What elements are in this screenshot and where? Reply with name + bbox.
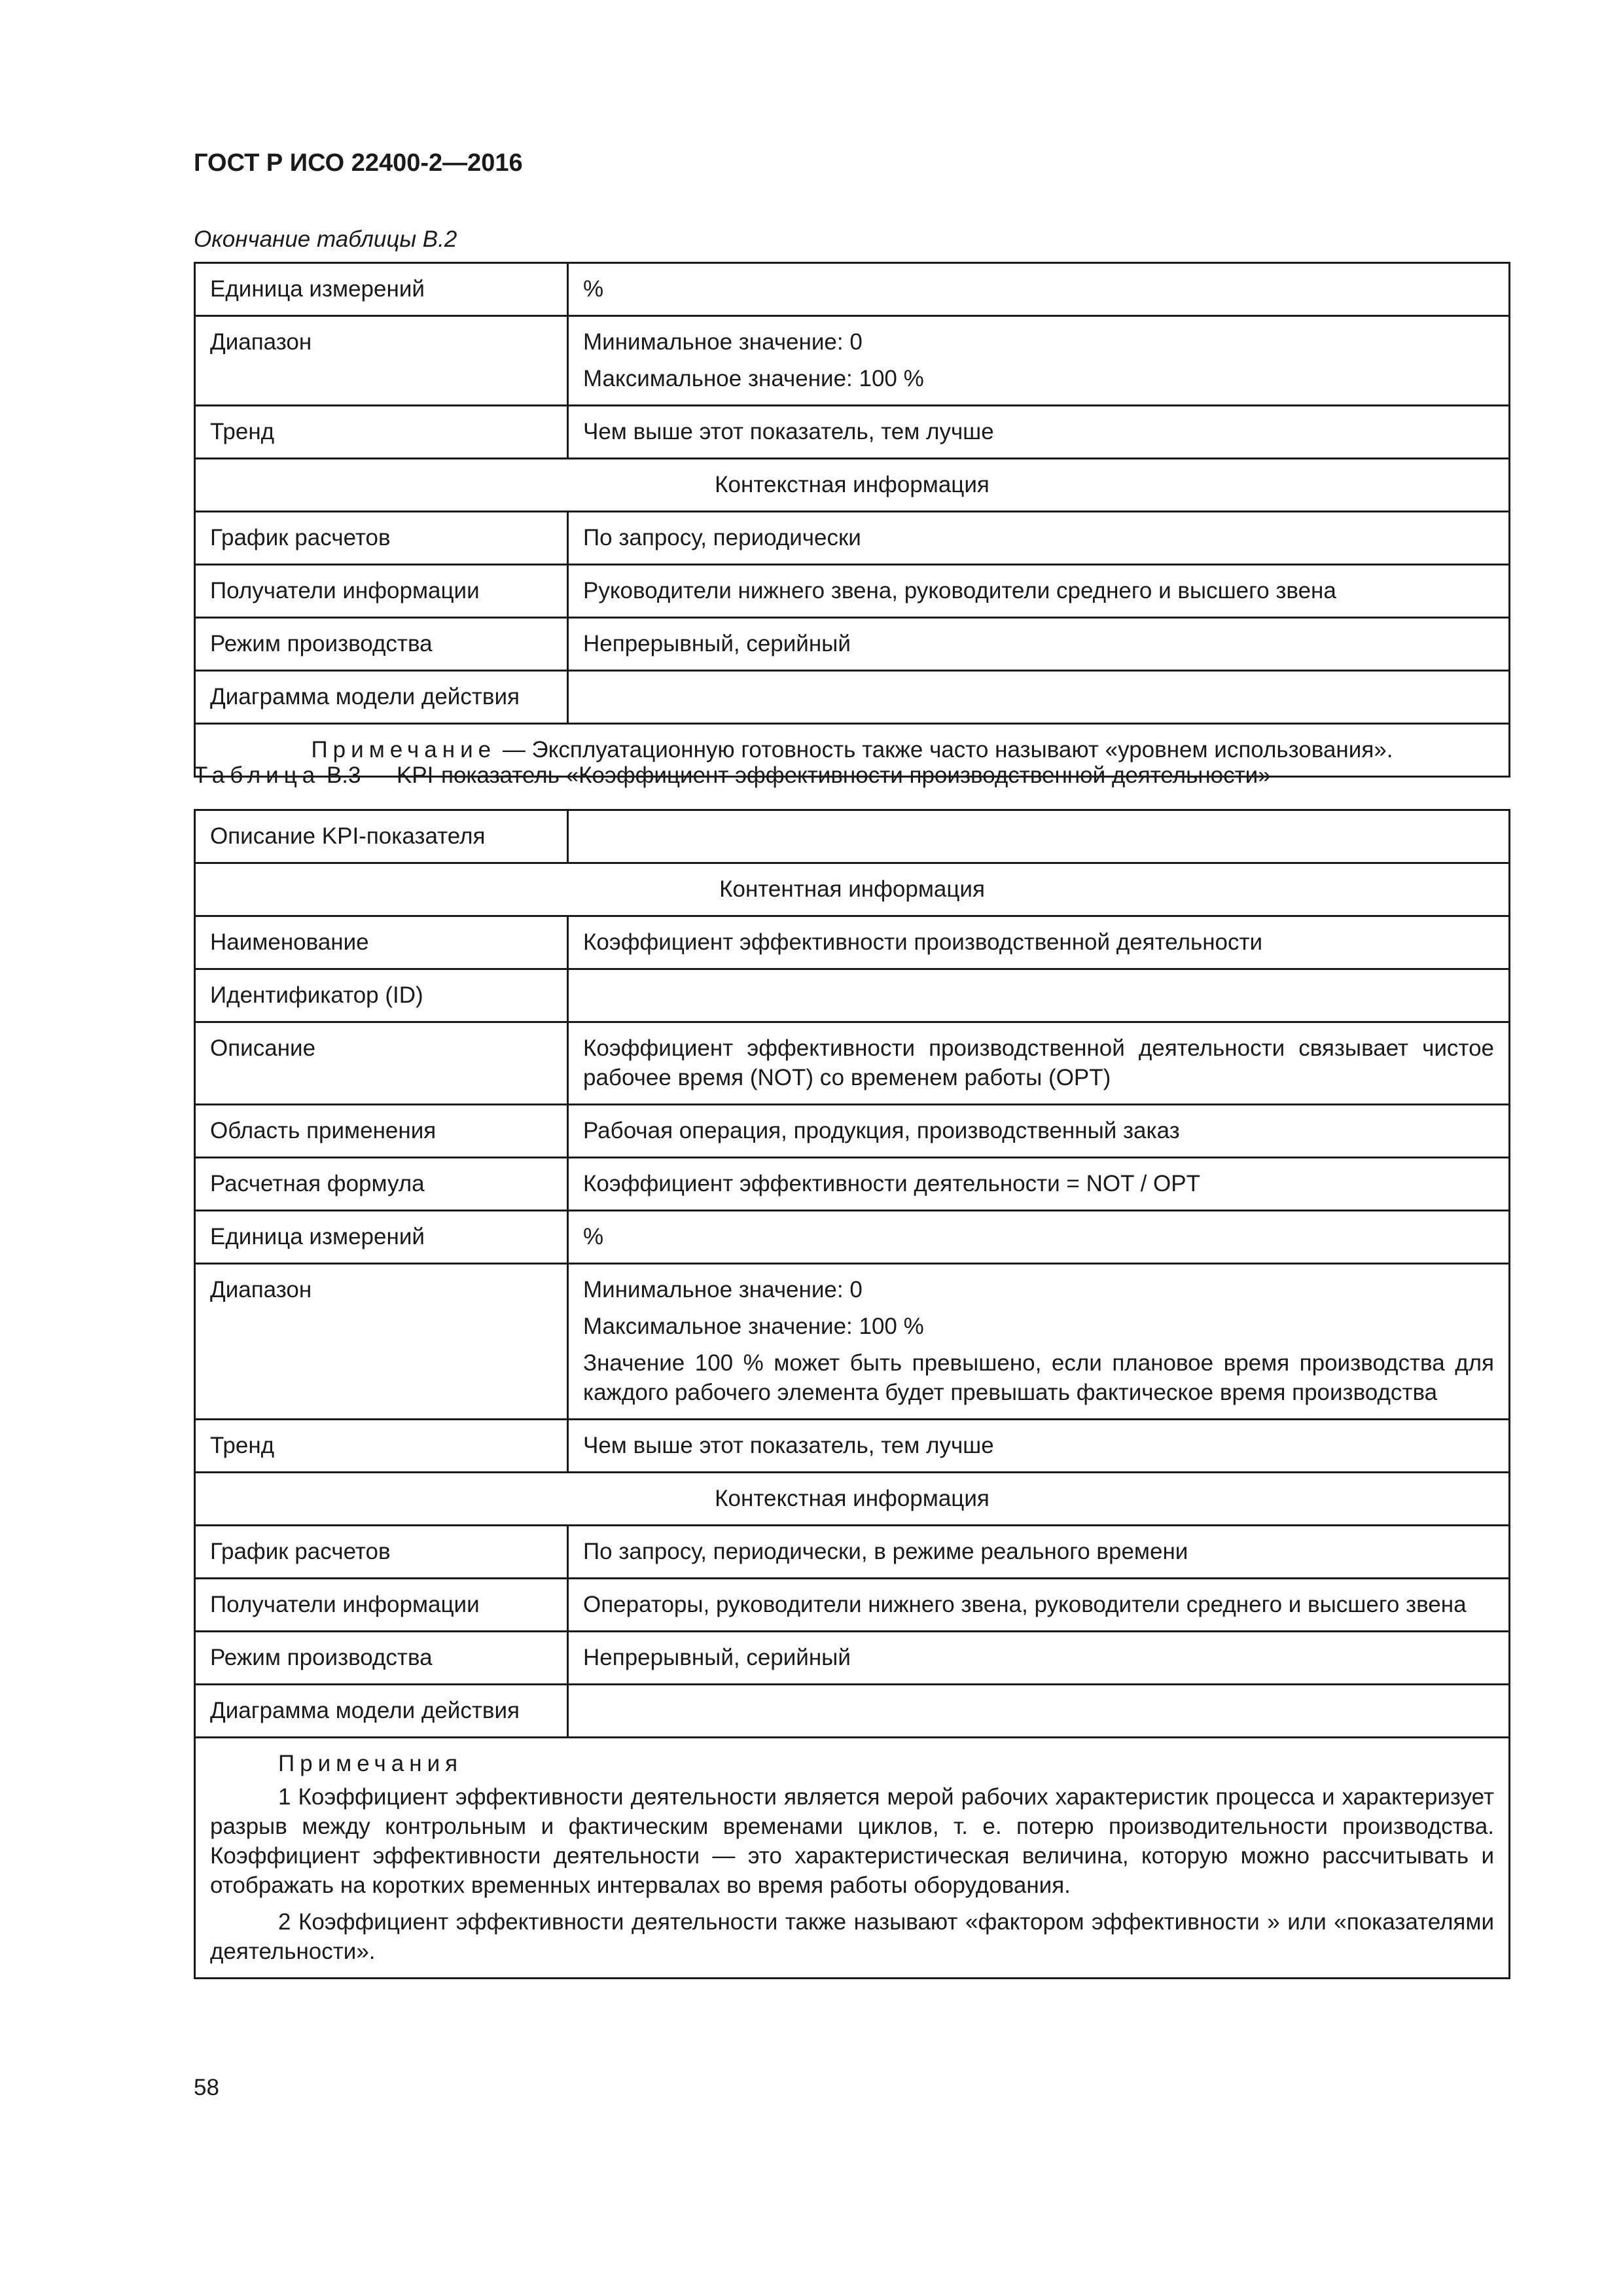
row-label: Идентификатор (ID) xyxy=(195,969,568,1022)
section-context-title: Контекстная информация xyxy=(195,459,1510,512)
row-value: Руководители нижнего звена, руководители среднего и высшего звена xyxy=(568,565,1510,618)
row-label: Тренд xyxy=(195,1420,568,1473)
table-row xyxy=(195,1211,1510,1264)
table-row xyxy=(195,565,1510,618)
row-value: Коэффициент эффективности производственной деятельности связывает чистое рабочее время (NOT) со временем работы (OPT) xyxy=(568,1022,1510,1105)
note-paragraph-2: 2 Коэффициент эффективности деятельности также называют «фактором эффективности » или «показателями деятельности». xyxy=(210,1909,1494,1964)
document-code: ГОСТ Р ИСО 22400-2—2016 xyxy=(194,149,523,177)
row-label: Наименование xyxy=(195,916,568,969)
table-row xyxy=(195,1420,1510,1473)
row-label: Режим производства xyxy=(195,1632,568,1685)
row-label: Режим производства xyxy=(195,618,568,671)
table-row xyxy=(195,406,1510,459)
table-row xyxy=(195,1264,1510,1420)
section-header-row xyxy=(195,1473,1510,1526)
row-label: Диапазон xyxy=(195,316,568,406)
table-row xyxy=(195,316,1510,406)
notes-row xyxy=(195,1738,1510,1979)
section-header-row xyxy=(195,863,1510,916)
note-text: — Эксплуатационную готовность также часто называют «уровнем использования». xyxy=(496,737,1393,762)
row-label: График расчетов xyxy=(195,512,568,565)
row-label: Диаграмма модели действия xyxy=(195,671,568,724)
row-label: Получатели информации xyxy=(195,1579,568,1632)
row-value xyxy=(568,810,1510,863)
table-row xyxy=(195,1632,1510,1685)
row-value: Рабочая операция, продукция, производственный заказ xyxy=(568,1105,1510,1158)
table-b3-caption-label: Таблица xyxy=(194,762,321,788)
table-row xyxy=(195,512,1510,565)
row-value: Чем выше этот показатель, тем лучше xyxy=(568,406,1510,459)
range-min: Минимальное значение: 0 xyxy=(583,329,863,355)
table-row xyxy=(195,1158,1510,1211)
section-content-title: Контентная информация xyxy=(195,863,1510,916)
table-row xyxy=(195,263,1510,316)
table-row xyxy=(195,1022,1510,1105)
table-row xyxy=(195,1526,1510,1579)
table-b2 xyxy=(194,262,1510,778)
table-row xyxy=(195,969,1510,1022)
table-row xyxy=(195,671,1510,724)
row-value: Операторы, руководители нижнего звена, руководители среднего и высшего звена xyxy=(568,1579,1510,1632)
row-value: % xyxy=(568,263,1510,316)
range-max: Максимальное значение: 100 % xyxy=(583,366,924,391)
row-label: График расчетов xyxy=(195,1526,568,1579)
row-value xyxy=(568,1685,1510,1738)
table-b3-caption xyxy=(194,762,1271,789)
table-row xyxy=(195,618,1510,671)
row-label: Получатели информации xyxy=(195,565,568,618)
table-b2-caption: Окончание таблицы В.2 xyxy=(194,226,457,252)
table-row xyxy=(195,916,1510,969)
row-label: Расчетная формула xyxy=(195,1158,568,1211)
row-value: Коэффициент эффективности производственной деятельности xyxy=(568,916,1510,969)
row-label: Диапазон xyxy=(195,1264,568,1420)
note-label: Примечание xyxy=(311,737,497,762)
row-value: Непрерывный, серийный xyxy=(568,618,1510,671)
row-label: Описание KPI-показателя xyxy=(195,810,568,863)
range-extra: Значение 100 % может быть превышено, если плановое время производства для каждого рабочего элемента будет превышать фактическое время производства xyxy=(583,1350,1494,1405)
row-label: Единица измерений xyxy=(195,263,568,316)
row-value xyxy=(568,1264,1510,1420)
note-paragraph-1: 1 Коэффициент эффективности деятельности является мерой рабочих характеристик процесса и характеризует разрыв между контрольным и фактическим временами циклов, т. е. потерю производительности производства. Коэффициент эффективности деятельности — это характеристическая величина, которую можно рассчитывать и отображать на коротких временных интервалах во время работы оборудования. xyxy=(210,1784,1494,1898)
row-value: Чем выше этот показатель, тем лучше xyxy=(568,1420,1510,1473)
table-b3 xyxy=(194,809,1510,1979)
row-value xyxy=(568,316,1510,406)
row-value: По запросу, периодически xyxy=(568,512,1510,565)
row-value xyxy=(568,671,1510,724)
row-value xyxy=(568,969,1510,1022)
row-label: Тренд xyxy=(195,406,568,459)
table-row xyxy=(195,1579,1510,1632)
row-value: Коэффициент эффективности деятельности = NOT / OPT xyxy=(568,1158,1510,1211)
table-row xyxy=(195,810,1510,863)
row-value: Непрерывный, серийный xyxy=(568,1632,1510,1685)
range-min: Минимальное значение: 0 xyxy=(583,1277,863,1302)
page-number: 58 xyxy=(194,2075,219,2100)
row-label: Описание xyxy=(195,1022,568,1105)
section-header-row xyxy=(195,459,1510,512)
row-label: Область применения xyxy=(195,1105,568,1158)
notes-title: Примечания xyxy=(278,1751,463,1776)
table-row xyxy=(195,1685,1510,1738)
table-b3-caption-text: В.3 — KPI-показатель «Коэффициент эффективности производственной деятельности» xyxy=(320,762,1271,788)
table-row xyxy=(195,1105,1510,1158)
row-value: % xyxy=(568,1211,1510,1264)
range-max: Максимальное значение: 100 % xyxy=(583,1314,924,1339)
notes-cell xyxy=(195,1738,1510,1979)
row-label: Единица измерений xyxy=(195,1211,568,1264)
section-context-title: Контекстная информация xyxy=(195,1473,1510,1526)
row-value: По запросу, периодически, в режиме реального времени xyxy=(568,1526,1510,1579)
row-label: Диаграмма модели действия xyxy=(195,1685,568,1738)
